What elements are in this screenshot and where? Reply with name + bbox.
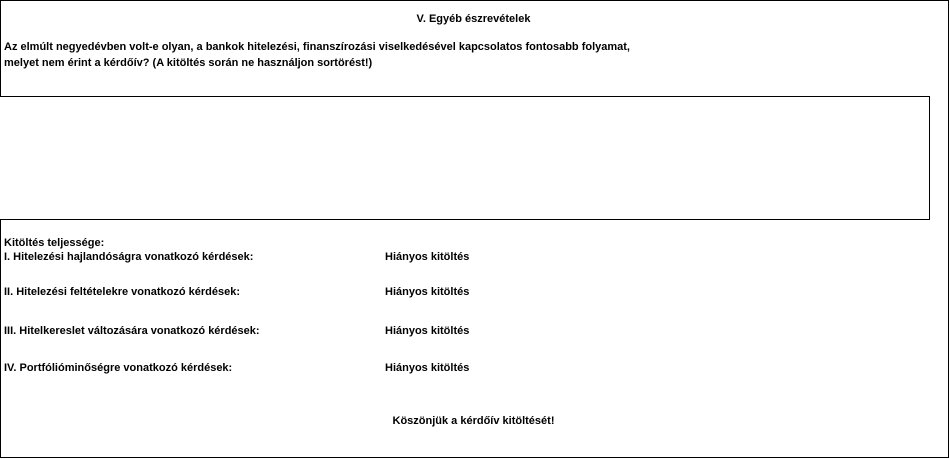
- completeness-status-section-3: Hiányos kitöltés: [385, 325, 470, 337]
- observations-input[interactable]: [0, 96, 930, 220]
- completeness-label-section-2: II. Hitelezési feltételekre vonatkozó kérdések:: [4, 286, 240, 298]
- thank-you-message: Köszönjük a kérdőív kitöltését!: [392, 415, 555, 427]
- completeness-status-section-2: Hiányos kitöltés: [385, 286, 470, 298]
- question-text-line1: Az elmúlt negyedévben volt-e olyan, a bankok hitelezési, finanszírozási viselkedésével kapcsolatos fontosabb folyamat,: [4, 41, 630, 53]
- completeness-heading: Kitöltés teljessége:: [4, 237, 105, 249]
- completeness-label-section-3: III. Hitelkereslet változására vonatkozó kérdések:: [4, 325, 260, 337]
- completeness-label-section-1: I. Hitelezési hajlandóságra vonatkozó kérdések:: [4, 251, 254, 263]
- completeness-status-section-1: Hiányos kitöltés: [385, 251, 470, 263]
- question-text-line2: melyet nem érint a kérdőív? (A kitöltés során ne használjon sortörést!): [4, 57, 373, 69]
- completeness-label-section-4: IV. Portfólióminőségre vonatkozó kérdések:: [4, 362, 233, 374]
- section-title: V. Egyéb észrevételek: [416, 13, 531, 25]
- completeness-status-section-4: Hiányos kitöltés: [385, 362, 470, 374]
